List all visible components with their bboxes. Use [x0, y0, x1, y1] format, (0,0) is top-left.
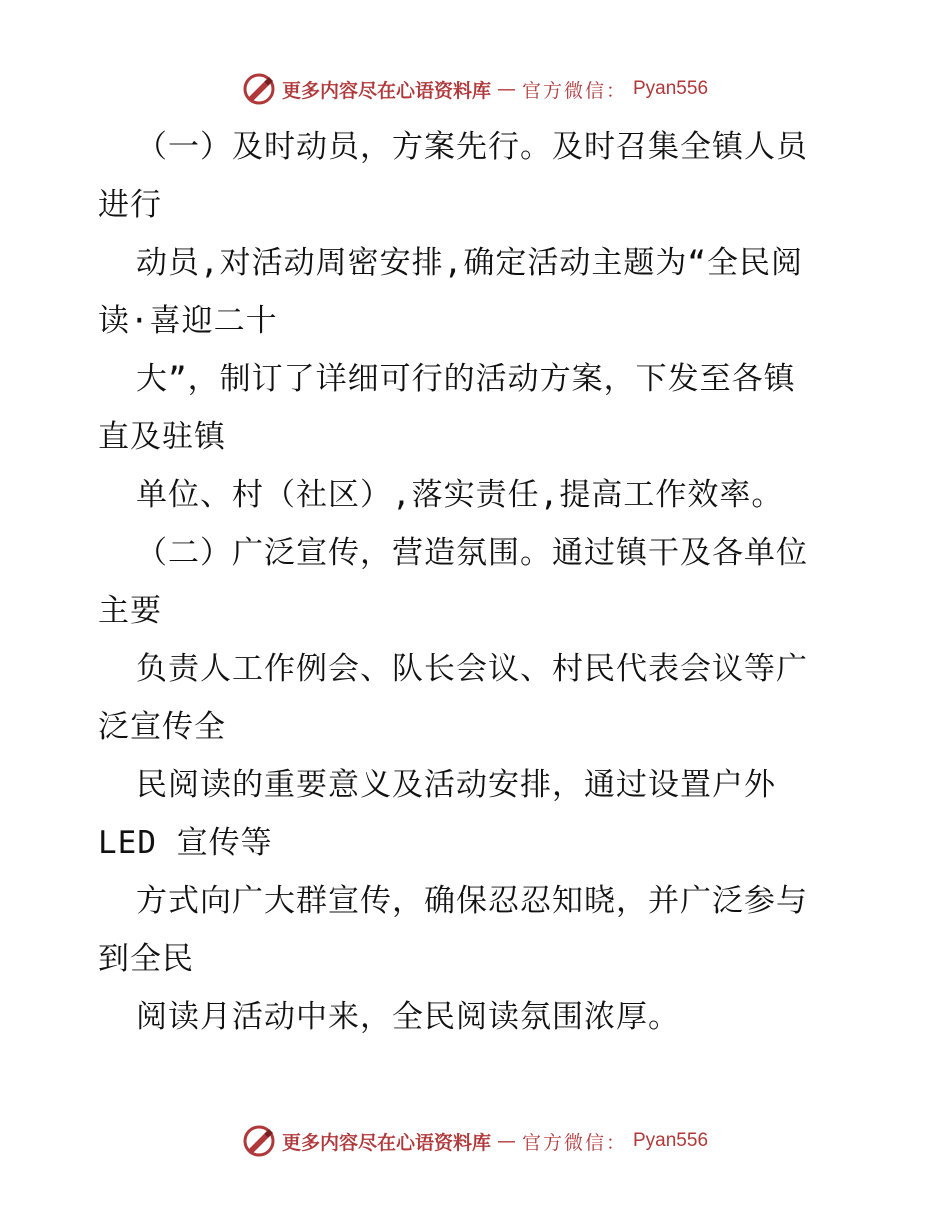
footer-wechat-id: Pyan556	[633, 1130, 709, 1151]
body-line: 大”，制订了详细可行的活动方案，下发至各镇	[136, 361, 796, 397]
body-line: 民阅读的重要意义及活动安排，通过设置户外	[136, 767, 776, 803]
body-line: 阅读月活动中来，全民阅读氛围浓厚。	[136, 999, 680, 1035]
body-line: 方式向广大群宣传，确保忍忍知晓，并广泛参与	[136, 883, 808, 919]
footer-wechat-label: 官方微信：	[521, 1131, 627, 1154]
header-dash: —	[496, 78, 516, 100]
pen-logo-icon	[242, 72, 276, 106]
body-line: （二）广泛宣传，营造氛围。通过镇干及各单位	[136, 535, 808, 571]
footer-dash: —	[496, 1130, 516, 1152]
body-line: 泛宣传全	[98, 709, 226, 745]
header-wechat-id: Pyan556	[633, 78, 709, 99]
body-line: LED 宣传等	[98, 825, 273, 861]
body-line: 进行	[98, 187, 162, 223]
body-line: （一）及时动员，方案先行。及时召集全镇人员	[136, 129, 808, 165]
pen-logo-icon	[242, 1124, 276, 1158]
body-line: 读·喜迎二十	[98, 303, 278, 339]
header-wechat-label: 官方微信：	[521, 79, 627, 102]
footer-site-text: 更多内容尽在心语资料库	[281, 1131, 491, 1154]
header-site-text: 更多内容尽在心语资料库	[281, 79, 491, 102]
body-line: 动员,对活动周密安排,确定活动主题为“全民阅	[136, 245, 803, 281]
document-body	[98, 118, 898, 1046]
header-banner	[0, 72, 950, 106]
body-line: 单位、村（社区）,落实责任,提高工作效率。	[136, 477, 784, 513]
body-line: 到全民	[98, 941, 194, 977]
footer-banner	[0, 1124, 950, 1158]
body-line: 负责人工作例会、队长会议、村民代表会议等广	[136, 651, 808, 687]
body-line: 主要	[98, 593, 162, 629]
body-line: 直及驻镇	[98, 419, 226, 455]
